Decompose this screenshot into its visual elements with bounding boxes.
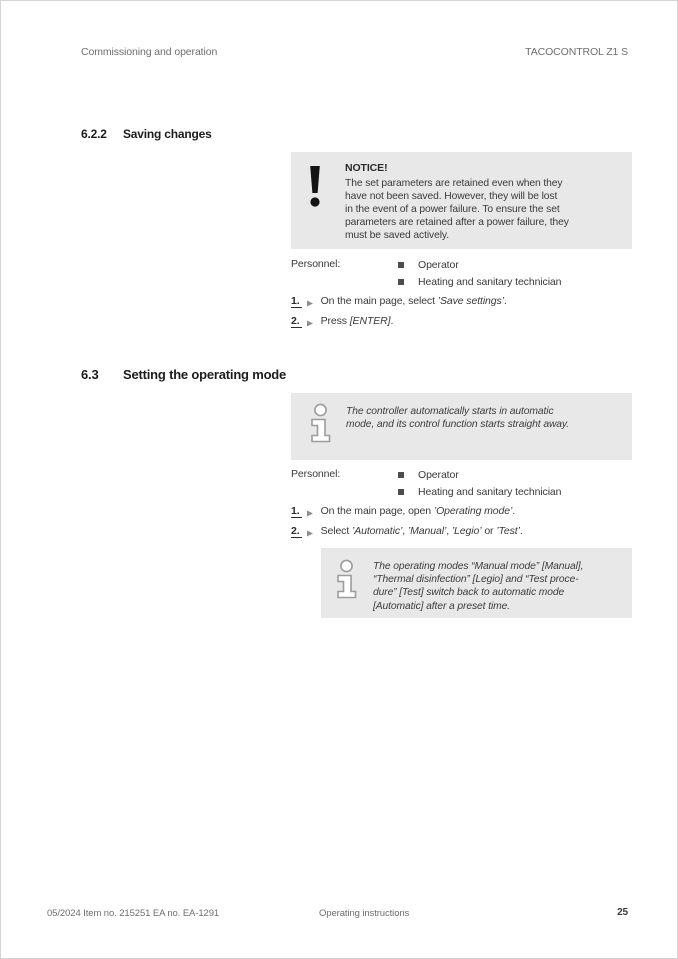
personnel-label: Personnel:: [291, 258, 341, 270]
info-text: The controller automatically starts in automatic mode, and its control function starts straight away.: [346, 406, 569, 431]
step-number: 1.: [291, 295, 300, 307]
personnel-item: [398, 466, 648, 483]
step-item: [291, 295, 507, 308]
section-heading-622: [81, 127, 212, 141]
section-title: Setting the operating mode: [123, 367, 287, 382]
step-item: [291, 505, 515, 518]
section-number: 6.3: [81, 367, 99, 382]
bullet-square-icon: [398, 489, 404, 495]
exclamation-icon: [308, 165, 322, 209]
step-text: Select ’Automatic’, ’Manual’, ’Legio’ or ’Test’.: [320, 525, 523, 537]
personnel-label: Personnel:: [291, 468, 341, 480]
personnel-item: [398, 273, 648, 290]
step-number: 2.: [291, 315, 300, 327]
notice-body: The set parameters are retained even when they have not been saved. However, they will be lost in the event of a power failure. To ensure the set parameters are retained after a power failure, they must be saved actively.: [345, 178, 569, 241]
notice-content: [345, 162, 627, 242]
info-box: [321, 548, 632, 618]
section-number: 6.2.2: [81, 127, 107, 141]
info-icon: [333, 559, 361, 603]
step-item: [291, 315, 393, 328]
header-product-name: TACOCONTROL Z1 S: [525, 46, 628, 58]
step-arrow-icon: [307, 510, 313, 516]
step-number: 2.: [291, 525, 300, 537]
bullet-square-icon: [398, 262, 404, 268]
step-item: [291, 525, 523, 538]
personnel-item-label: Heating and sanitary technician: [418, 485, 562, 498]
info-icon: [307, 403, 335, 447]
info-box: [291, 393, 632, 460]
info-text: The operating modes “Manual mode” [Manual], “Thermal disinfection” [Legio] and “Test proce- dure” [Test] switch back to automatic mode [Automatic] after a preset time.: [373, 561, 584, 612]
personnel-item-label: Operator: [418, 468, 459, 481]
step-arrow-icon: [307, 320, 313, 326]
footer-document-type: Operating instructions: [319, 908, 410, 919]
personnel-item: [398, 256, 648, 273]
step-arrow-icon: [307, 300, 313, 306]
footer-edition-info: 05/2024 Item no. 215251 EA no. EA-1291: [47, 908, 220, 919]
personnel-item-label: Operator: [418, 258, 459, 271]
step-text: On the main page, select ’Save settings’.: [320, 295, 507, 307]
footer-page-number: 25: [617, 907, 628, 918]
personnel-item: [398, 483, 648, 500]
personnel-item-label: Heating and sanitary technician: [418, 275, 562, 288]
notice-title: NOTICE!: [345, 162, 388, 174]
bullet-square-icon: [398, 279, 404, 285]
step-arrow-icon: [307, 530, 313, 536]
step-number: 1.: [291, 505, 300, 517]
step-text: On the main page, open ’Operating mode’.: [320, 505, 516, 517]
notice-box: [291, 152, 632, 249]
section-title: Saving changes: [123, 127, 212, 141]
step-text: Press [ENTER].: [320, 315, 394, 327]
section-heading-63: [81, 367, 286, 382]
header-section-title: Commissioning and operation: [81, 46, 218, 58]
bullet-square-icon: [398, 472, 404, 478]
